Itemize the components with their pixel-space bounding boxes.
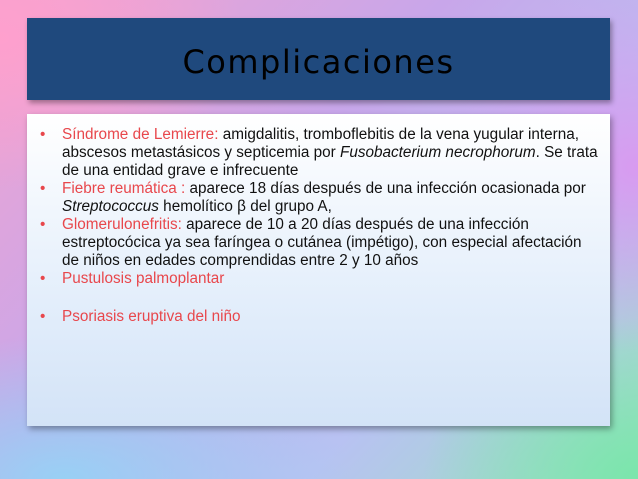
item-heading: Síndrome de Lemierre: [62,126,219,143]
list-item-pustulosis [39,270,598,288]
list-item-glomerulonefritis [39,216,598,270]
item-text: aparece de 10 a 20 días después de una infección estreptocócica ya sea faríngea o cutánea (impétigo), con especial afectación de niños en edades comprendidas entre 2 y 10 años [62,216,582,269]
item-heading: Fiebre reumática : [62,180,186,197]
list-item-psoriasis [39,308,598,326]
bullet-list [39,126,598,326]
item-italic-term: Streptococcus [62,198,159,215]
content-box [27,114,610,426]
list-item-fiebre-reumatica [39,180,598,216]
bullet-icon: • [40,216,46,233]
item-text: hemolítico β del grupo A, [158,198,332,215]
item-text: amigdalitis, tromboflebitis de la vena yugular interna, abscesos metastásicos y septicemia por [62,126,579,161]
bullet-icon: • [40,180,46,197]
item-heading: Glomerulonefritis: [62,216,182,233]
list-item-lemierre [39,126,598,180]
bullet-icon: • [40,270,46,287]
item-heading: Psoriasis eruptiva del niño [62,308,241,325]
item-text: aparece 18 días después de una infección ocasionada por [185,180,586,197]
item-italic-term: Fusobacterium necrophorum [340,144,536,161]
item-heading: Pustulosis palmoplantar [62,270,225,287]
bullet-icon: • [40,126,46,143]
bullet-icon: • [40,308,46,325]
slide-title: Complicaciones [182,43,455,81]
item-text: . Se trata de una entidad grave e infrecuente [62,144,598,179]
title-bar [27,18,610,100]
